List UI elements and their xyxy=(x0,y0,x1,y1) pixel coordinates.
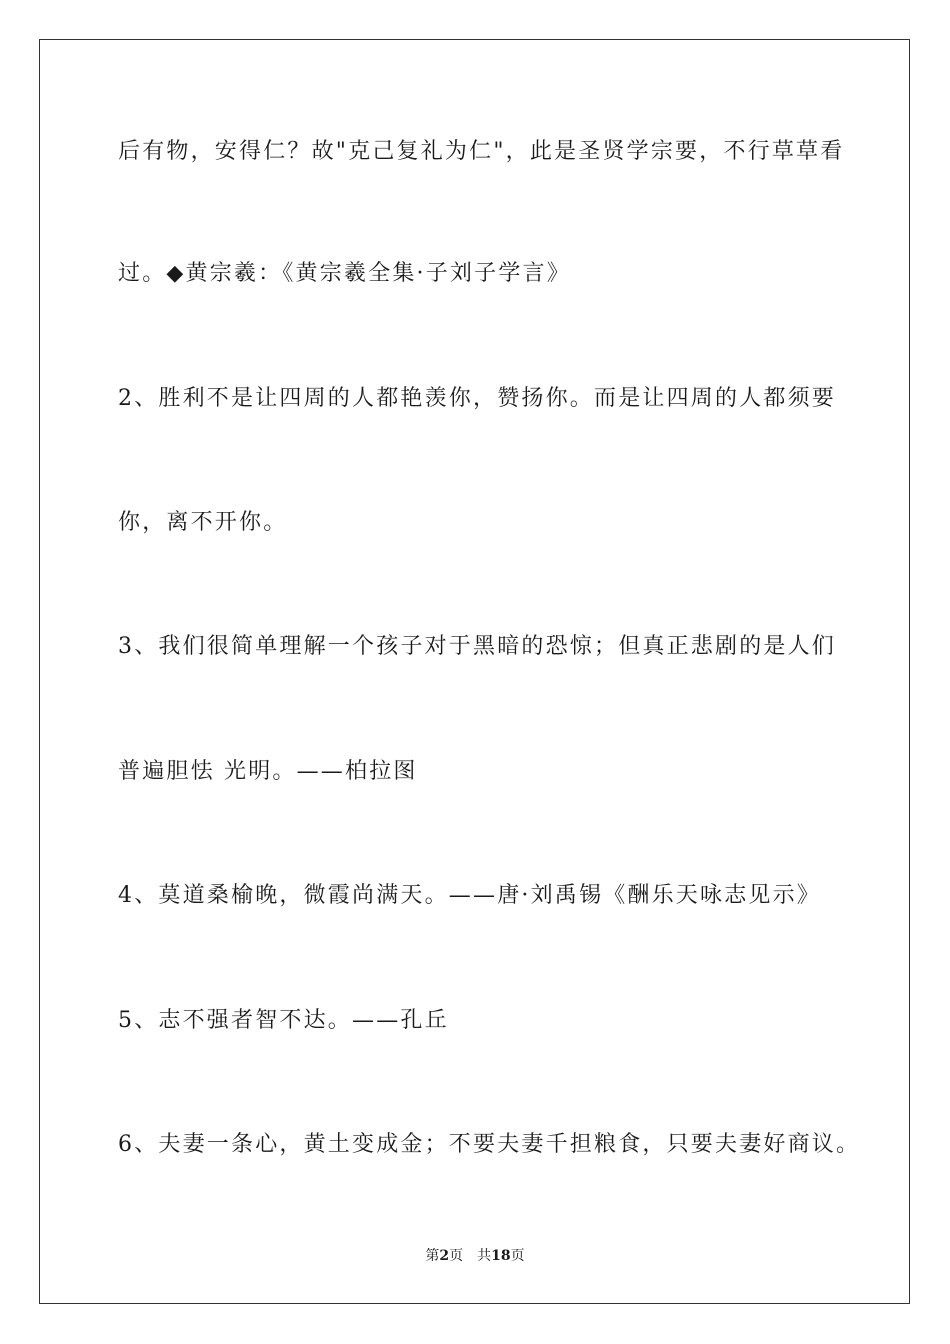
text-line-8: 5、志不强者智不达。——孔丘 xyxy=(118,1008,449,1033)
text-line-9: 6、夫妻一条心，黄土变成金；不要夫妻千担粮食，只要夫妻好商议。 xyxy=(118,1132,861,1157)
page-suffix: 页 xyxy=(449,1248,464,1264)
page-number: 2 xyxy=(439,1248,450,1264)
text-line-3: 2、胜利不是让四周的人都艳羡你，赞扬你。而是让四周的人都须要 xyxy=(118,386,836,411)
total-prefix: 共 xyxy=(477,1248,492,1264)
text-line-6: 普遍胆怯 光明。——柏拉图 xyxy=(118,759,418,784)
total-pages: 18 xyxy=(491,1248,511,1264)
page-border xyxy=(39,39,910,1304)
text-line-7: 4、莫道桑榆晚，微霞尚满天。——唐·刘禹锡《酬乐天咏志见示》 xyxy=(118,883,821,908)
page-prefix: 第 xyxy=(425,1248,440,1264)
text-line-4: 你，离不开你。 xyxy=(118,510,288,535)
page-footer xyxy=(0,1246,950,1266)
text-line-5: 3、我们很简单理解一个孩子对于黑暗的恐惊；但真正悲剧的是人们 xyxy=(118,634,836,659)
text-line-1: 后有物，安得仁？故"克己复礼为仁"，此是圣贤学宗要，不行草草看 xyxy=(118,139,845,164)
total-suffix: 页 xyxy=(510,1248,525,1264)
text-line-2: 过。◆黄宗羲：《黄宗羲全集·子刘子学言》 xyxy=(118,261,571,286)
